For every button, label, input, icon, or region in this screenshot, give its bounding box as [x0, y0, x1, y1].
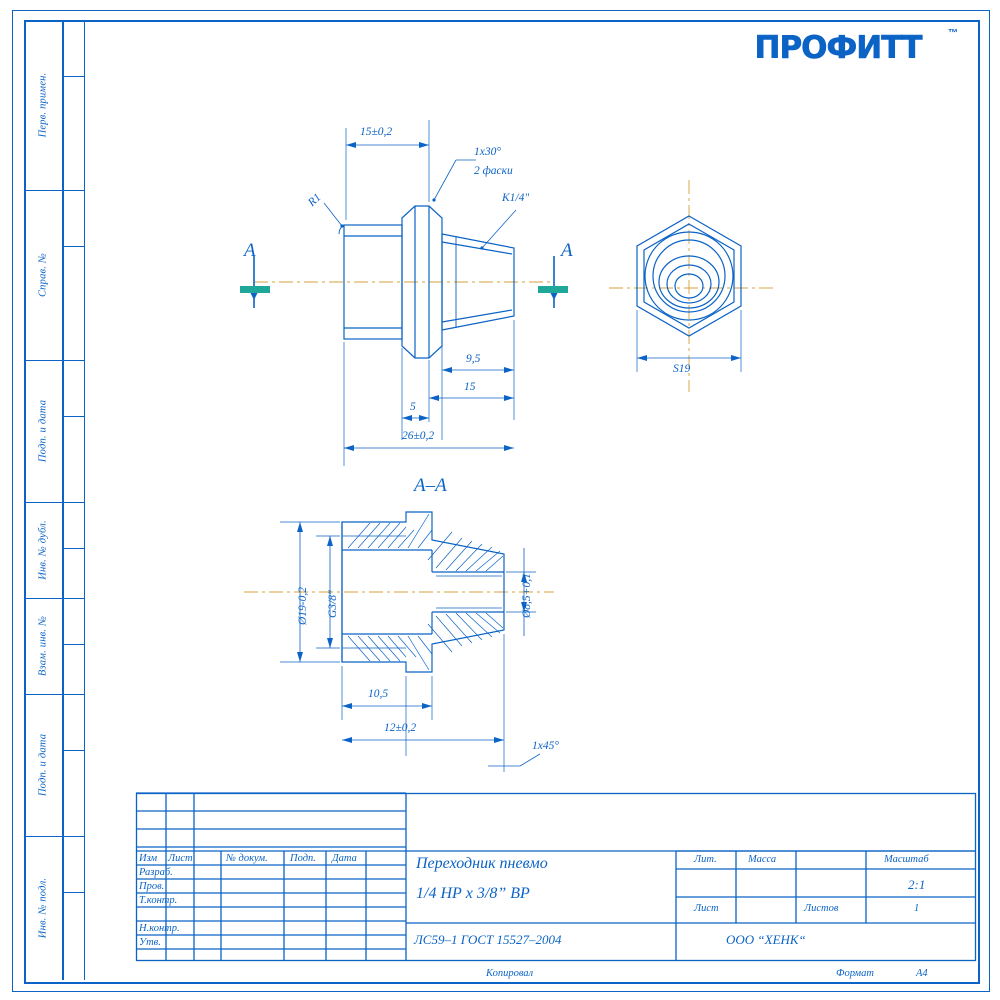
dimension-15-lower: 15 — [464, 381, 476, 393]
tb-sheets-value: 1 — [914, 903, 920, 914]
tb-col-list: Лист — [168, 853, 193, 864]
tb-role-utv: Утв. — [139, 937, 161, 948]
left-stamp-row — [24, 190, 62, 361]
copied-label: Копировал — [486, 968, 534, 979]
left-stamp-label: Инв. № дубл. — [37, 520, 49, 580]
title-block — [136, 793, 976, 980]
dimension-9-5: 9,5 — [466, 353, 481, 365]
thread-g38: G3/8" — [327, 590, 339, 618]
tb-col-data: Дата — [332, 853, 357, 864]
left-stamp-row — [24, 360, 62, 503]
tb-col-podp: Подп. — [290, 853, 316, 864]
company-name: ООО “ХЕНК“ — [726, 932, 806, 947]
thread-k14: K1/4" — [502, 192, 530, 204]
tb-scale-label: Масштаб — [884, 854, 929, 865]
tb-sheet-label: Лист — [694, 903, 719, 914]
left-stamp-row — [24, 694, 62, 837]
section-title-aa: А–А — [414, 475, 447, 496]
left-stamp-row — [24, 20, 62, 191]
dimension-chamfer-1x45: 1х45° — [532, 740, 559, 752]
part-name-line2: 1/4 НР х 3/8” ВР — [416, 885, 530, 902]
left-stamp-column — [24, 20, 64, 980]
left-stamp-label: Подп. и дата — [37, 733, 49, 797]
material-spec: ЛС59–1 ГОСТ 15527–2004 — [414, 932, 562, 947]
dimension-d8-5: Ø8,5+0,1 — [521, 573, 533, 618]
format-label: Формат — [836, 968, 874, 979]
note-2-chamfers: 2 фаски — [474, 165, 513, 177]
tb-role-prov: Пров. — [139, 881, 165, 892]
dimension-s19: S19 — [673, 363, 691, 375]
title-block-grid — [136, 793, 976, 980]
left-stamp-label: Подп. и дата — [37, 399, 49, 463]
left-stamp-label: Справ. № — [37, 252, 49, 298]
left-stamp-label: Взам. инв. № — [37, 615, 49, 677]
logo-trademark-icon: ™ — [948, 28, 958, 39]
tb-col-docnum: № докум. — [226, 853, 268, 864]
tb-scale-value: 2:1 — [908, 877, 926, 892]
left-stamp-label: Инв. № подл. — [37, 877, 49, 939]
dimension-15: 15±0,2 — [360, 126, 393, 138]
dimension-5: 5 — [410, 401, 416, 413]
tb-sheets-label: Листов — [804, 903, 839, 914]
left-stamp-row — [24, 598, 62, 695]
left-tick-column — [62, 20, 85, 980]
tb-mass-label: Масса — [748, 854, 777, 865]
dimension-26: 26±0,2 — [402, 430, 435, 442]
section-mark-a-right: А — [561, 240, 573, 261]
dimension-d19: Ø19-0,2 — [297, 586, 309, 625]
logo-text: ПРОФИТТ — [754, 30, 922, 66]
left-stamp-row — [24, 836, 62, 980]
dimension-chamfer-1x30: 1х30° — [474, 146, 501, 158]
part-name-line1: Переходник пневмо — [416, 855, 548, 872]
tb-role-tkontr: Т.контр. — [139, 895, 178, 906]
format-value: А4 — [916, 968, 928, 979]
tb-role-razrab: Разраб. — [139, 867, 173, 878]
left-stamp-row — [24, 502, 62, 599]
tb-role-nkontr: Н.контр. — [139, 923, 180, 934]
tb-lit-label: Лит. — [694, 854, 717, 865]
left-stamp-label: Перв. примен. — [37, 72, 49, 138]
dimension-12: 12±0,2 — [384, 722, 417, 734]
dimension-10-5: 10,5 — [368, 688, 389, 700]
section-mark-a-left: А — [244, 240, 256, 261]
dimension-r1: R1 — [306, 191, 324, 209]
tb-col-izm: Изм — [139, 853, 158, 864]
